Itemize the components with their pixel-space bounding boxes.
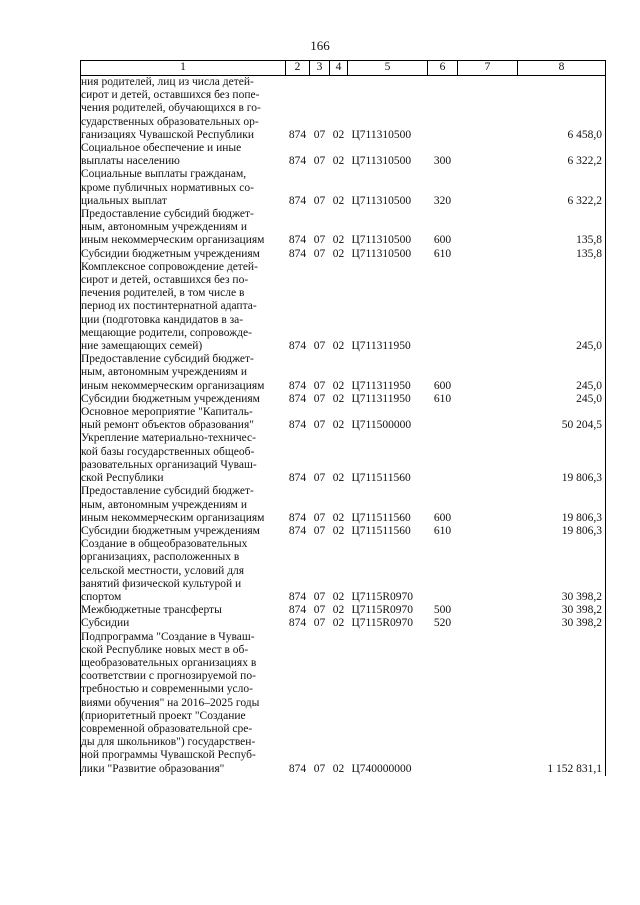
- row-name-line: Создание в общеобразовательных: [81, 538, 248, 551]
- row-name: [81, 406, 286, 432]
- ministry-code: 874: [288, 524, 307, 537]
- row-name-line: лики "Развитие образования": [81, 762, 225, 775]
- column-7: [458, 432, 518, 485]
- row-name-line: ным, автономным учреждениям и: [81, 366, 247, 379]
- row-name-line: печения родителей, в том числе в: [81, 287, 245, 300]
- expense-type-code: 300: [433, 155, 452, 168]
- row-name-line: ния родителей, лиц из числа детей-: [81, 76, 254, 88]
- table-row: [81, 617, 606, 630]
- table-header-row: [81, 61, 606, 76]
- expense-type-code: [428, 538, 458, 604]
- column-7: [458, 604, 518, 617]
- table-row: [81, 76, 606, 143]
- row-name-line: чения родителей, обучающихся в го-: [81, 102, 261, 115]
- subsection-code: 02: [332, 194, 345, 207]
- target-article-code: Ц711310500: [351, 247, 412, 260]
- expense-type-code: [428, 406, 458, 432]
- section-code: 07: [313, 234, 326, 247]
- column-7: [458, 248, 518, 261]
- row-name-line: кой базы государственных общеоб-: [81, 445, 255, 458]
- row-name-line: Субсидии бюджетным учреждениям: [81, 524, 260, 537]
- table-row: [81, 525, 606, 538]
- row-name-line: Подпрограмма "Создание в Чуваш-: [81, 630, 255, 643]
- row-name-line: сирот и детей, оставшихся без по-: [81, 274, 249, 287]
- column-7: [458, 485, 518, 525]
- row-name-line: ции (подготовка кандидатов в за-: [81, 313, 244, 326]
- ministry-code: 874: [288, 155, 307, 168]
- row-name-line: щеобразовательных организациях в: [81, 656, 257, 669]
- row-name-line: ние замещающих семей): [81, 340, 203, 353]
- amount: 6 458,0: [518, 76, 606, 143]
- row-name-line: организациях, расположенных в: [81, 551, 240, 564]
- header-col-4: 4: [330, 61, 348, 76]
- target-article-code: Ц711310500: [351, 194, 412, 207]
- expense-type-code: 520: [433, 617, 452, 630]
- amount: 135,8: [518, 248, 606, 261]
- row-name-line: Социальные выплаты гражданам,: [81, 168, 247, 181]
- row-name-line: Предоставление субсидий бюджет-: [81, 208, 254, 221]
- ministry-code: 874: [288, 590, 307, 603]
- page-number: 166: [310, 38, 330, 53]
- row-name-line: циальных выплат: [81, 194, 167, 207]
- section-code: 07: [313, 617, 326, 630]
- row-name-line: ным, автономным учреждениям и: [81, 498, 247, 511]
- column-7: [458, 617, 518, 630]
- column-7: [458, 142, 518, 168]
- ministry-code: 874: [288, 472, 307, 485]
- amount: 30 398,2: [518, 538, 606, 604]
- row-name: [81, 617, 286, 630]
- ministry-code: 874: [288, 340, 307, 353]
- table-row: [81, 538, 606, 604]
- ministry-code: 874: [288, 392, 307, 405]
- section-code: 07: [313, 392, 326, 405]
- row-name-line: сударственных образовательных ор-: [81, 115, 259, 128]
- amount: 30 398,2: [518, 617, 606, 630]
- row-name: [81, 208, 286, 248]
- subsection-code: 02: [332, 340, 345, 353]
- table-row: [81, 393, 606, 406]
- section-code: 07: [313, 379, 326, 392]
- section-code: 07: [313, 340, 326, 353]
- column-7: [458, 525, 518, 538]
- target-article-code: Ц711500000: [351, 419, 412, 432]
- subsection-code: 02: [332, 604, 345, 617]
- row-name-line: (приоритетный проект "Создание: [81, 709, 246, 722]
- row-name: [81, 631, 286, 776]
- ministry-code: 874: [288, 419, 307, 432]
- row-name-line: иным некоммерческим организациям: [81, 379, 265, 392]
- table-row: [81, 406, 606, 432]
- expense-type-code: 500: [433, 604, 452, 617]
- table-row: [81, 208, 606, 248]
- header-col-7: 7: [458, 61, 518, 76]
- section-code: 07: [313, 194, 326, 207]
- table-row: [81, 261, 606, 353]
- expense-type-code: 600: [433, 511, 452, 524]
- column-7: [458, 631, 518, 776]
- row-name-line: Комплексное сопровождение детей-: [81, 260, 258, 273]
- subsection-code: 02: [332, 419, 345, 432]
- expense-type-code: 600: [433, 379, 452, 392]
- ministry-code: 874: [288, 762, 307, 775]
- row-name-line: Основное мероприятие "Капиталь-: [81, 406, 253, 419]
- section-code: 07: [313, 155, 326, 168]
- table-body: [81, 76, 606, 776]
- header-col-3: 3: [310, 61, 330, 76]
- row-name-line: Субсидии бюджетным учреждениям: [81, 392, 260, 405]
- target-article-code: Ц711311950: [351, 340, 411, 353]
- ministry-code: 874: [288, 604, 307, 617]
- column-7: [458, 261, 518, 353]
- row-name-line: выплаты населению: [81, 155, 180, 168]
- row-name: [81, 604, 286, 617]
- header-col-1: 1: [81, 61, 286, 76]
- ministry-code: 874: [288, 511, 307, 524]
- column-7: [458, 353, 518, 393]
- row-name-line: современной образовательной сре-: [81, 722, 253, 735]
- row-name-line: Субсидии: [81, 617, 130, 630]
- subsection-code: 02: [332, 234, 345, 247]
- amount: 50 204,5: [518, 406, 606, 432]
- expense-type-code: 610: [433, 392, 452, 405]
- target-article-code: Ц711511560: [351, 524, 411, 537]
- expense-type-code: 610: [433, 524, 452, 537]
- target-article-code: Ц711310500: [351, 155, 412, 168]
- amount: 245,0: [518, 261, 606, 353]
- row-name-line: Субсидии бюджетным учреждениям: [81, 247, 260, 260]
- section-code: 07: [313, 762, 326, 775]
- section-code: 07: [313, 472, 326, 485]
- row-name-line: Укрепление материально-техничес-: [81, 432, 256, 445]
- amount: 245,0: [518, 393, 606, 406]
- row-name-line: ской Республики: [81, 472, 164, 485]
- subsection-code: 02: [332, 617, 345, 630]
- expense-type-code: [428, 432, 458, 485]
- row-name-line: разовательных организаций Чуваш-: [81, 458, 257, 471]
- table-row: [81, 485, 606, 525]
- subsection-code: 02: [332, 247, 345, 260]
- row-name-line: ным, автономным учреждениям и: [81, 221, 247, 234]
- row-name-line: Предоставление субсидий бюджет-: [81, 353, 254, 366]
- row-name: [81, 248, 286, 261]
- section-code: 07: [313, 604, 326, 617]
- table-row: [81, 168, 606, 208]
- row-name-line: занятий физической культурой и: [81, 577, 242, 590]
- table-row: [81, 604, 606, 617]
- table-row: [81, 248, 606, 261]
- amount: 30 398,2: [518, 604, 606, 617]
- expense-type-code: 320: [433, 194, 452, 207]
- row-name-line: спортом: [81, 590, 122, 603]
- table-row: [81, 353, 606, 393]
- row-name-line: ской Республике новых мест в об-: [81, 643, 249, 656]
- row-name-line: мещающие родители, сопровожде-: [81, 326, 252, 339]
- ministry-code: 874: [288, 128, 307, 141]
- amount: 6 322,2: [518, 142, 606, 168]
- amount: 135,8: [518, 208, 606, 248]
- subsection-code: 02: [332, 379, 345, 392]
- row-name-line: сельской местности, условий для: [81, 564, 245, 577]
- table-row: [81, 142, 606, 168]
- amount: 19 806,3: [518, 485, 606, 525]
- subsection-code: 02: [332, 472, 345, 485]
- column-7: [458, 76, 518, 143]
- row-name-line: соответствии с прогнозируемой по-: [81, 670, 256, 683]
- header-col-5: 5: [348, 61, 428, 76]
- target-article-code: Ц711511560: [351, 511, 411, 524]
- row-name-line: требностью и современными усло-: [81, 683, 253, 696]
- section-code: 07: [313, 128, 326, 141]
- row-name-line: иным некоммерческим организациям: [81, 511, 265, 524]
- row-name-line: Межбюджетные трансферты: [81, 604, 222, 617]
- amount: 245,0: [518, 353, 606, 393]
- target-article-code: Ц711311950: [351, 379, 411, 392]
- ministry-code: 874: [288, 247, 307, 260]
- target-article-code: Ц740000000: [351, 762, 412, 775]
- row-name: [81, 393, 286, 406]
- section-code: 07: [313, 247, 326, 260]
- subsection-code: 02: [332, 590, 345, 603]
- amount: 6 322,2: [518, 168, 606, 208]
- ministry-code: 874: [288, 617, 307, 630]
- row-name: [81, 538, 286, 604]
- subsection-code: 02: [332, 128, 345, 141]
- table-row: [81, 631, 606, 776]
- subsection-code: 02: [332, 762, 345, 775]
- row-name: [81, 432, 286, 485]
- column-7: [458, 393, 518, 406]
- section-code: 07: [313, 590, 326, 603]
- expense-type-code: [428, 76, 458, 143]
- target-article-code: Ц711310500: [351, 234, 412, 247]
- row-name: [81, 261, 286, 353]
- target-article-code: Ц711511560: [351, 472, 411, 485]
- section-code: 07: [313, 511, 326, 524]
- subsection-code: 02: [332, 392, 345, 405]
- row-name-line: кроме публичных нормативных со-: [81, 181, 254, 194]
- expense-type-code: 610: [433, 247, 452, 260]
- row-name: [81, 485, 286, 525]
- row-name: [81, 142, 286, 168]
- target-article-code: Ц7115R0970: [351, 590, 414, 603]
- row-name-line: сирот и детей, оставшихся без попе-: [81, 89, 260, 102]
- budget-table: [80, 60, 606, 776]
- row-name-line: виями обучения" на 2016–2025 годы: [81, 696, 260, 709]
- amount: 19 806,3: [518, 432, 606, 485]
- row-name-line: период их постинтернатной адапта-: [81, 300, 257, 313]
- row-name-line: ный ремонт объектов образования": [81, 419, 254, 432]
- column-7: [458, 406, 518, 432]
- row-name-line: ды для школьников") государствен-: [81, 736, 256, 749]
- subsection-code: 02: [332, 511, 345, 524]
- column-7: [458, 208, 518, 248]
- column-7: [458, 538, 518, 604]
- row-name-line: Социальное обеспечение и иные: [81, 142, 242, 155]
- row-name-line: ной программы Чувашской Респуб-: [81, 749, 256, 762]
- row-name: [81, 525, 286, 538]
- ministry-code: 874: [288, 194, 307, 207]
- expense-type-code: [428, 261, 458, 353]
- header-col-2: 2: [286, 61, 310, 76]
- amount: 1 152 831,1: [518, 631, 606, 776]
- row-name: [81, 168, 286, 208]
- column-7: [458, 168, 518, 208]
- ministry-code: 874: [288, 234, 307, 247]
- header-col-6: 6: [428, 61, 458, 76]
- expense-type-code: 600: [433, 234, 452, 247]
- ministry-code: 874: [288, 379, 307, 392]
- row-name: [81, 76, 286, 143]
- section-code: 07: [313, 419, 326, 432]
- row-name-line: ганизациях Чувашской Республики: [81, 128, 255, 141]
- target-article-code: Ц711310500: [351, 128, 412, 141]
- expense-type-code: [428, 631, 458, 776]
- target-article-code: Ц7115R0970: [351, 604, 414, 617]
- target-article-code: Ц711311950: [351, 392, 411, 405]
- subsection-code: 02: [332, 524, 345, 537]
- amount: 19 806,3: [518, 525, 606, 538]
- section-code: 07: [313, 524, 326, 537]
- target-article-code: Ц7115R0970: [351, 617, 414, 630]
- subsection-code: 02: [332, 155, 345, 168]
- row-name-line: иным некоммерческим организациям: [81, 234, 265, 247]
- header-col-8: 8: [518, 61, 606, 76]
- table-row: [81, 432, 606, 485]
- row-name-line: Предоставление субсидий бюджет-: [81, 485, 254, 498]
- row-name: [81, 353, 286, 393]
